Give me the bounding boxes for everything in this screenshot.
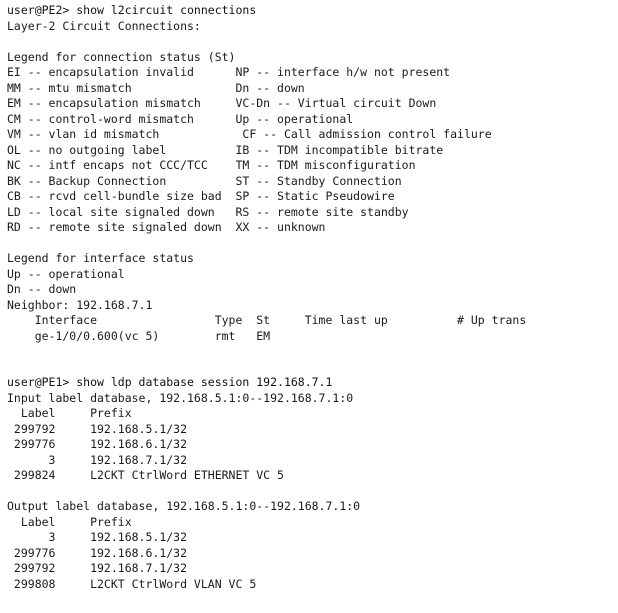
output-line: EM -- encapsulation mismatch VC-Dn -- Virtual circuit Down xyxy=(7,96,437,110)
output-line: Layer-2 Circuit Connections: xyxy=(7,18,201,33)
output-line: Legend for interface status xyxy=(7,251,194,265)
output-line: Legend for connection status (St) xyxy=(7,49,236,64)
output-line: Output label database, 192.168.5.1:0--192.168.7.1:0 xyxy=(7,499,361,513)
output-line: Dn -- down xyxy=(7,282,77,296)
output-line: Interface Type St Time last up # Up trans xyxy=(7,313,527,327)
blank-line xyxy=(7,344,615,360)
command-line: user@PE2> show l2circuit connections xyxy=(7,3,257,17)
output-line: 3 192.168.7.1/32 xyxy=(7,452,188,467)
blank-line xyxy=(7,484,615,500)
output-line: LD -- local site signaled down RS -- remote site standby xyxy=(7,204,409,219)
terminal-output xyxy=(7,3,615,609)
output-line: 299792 192.168.5.1/32 xyxy=(7,421,188,436)
output-line: MM -- mtu mismatch Dn -- down xyxy=(7,80,305,95)
command-line: user@PE1> show ldp database session 192.168.7.1 xyxy=(7,375,333,389)
output-line: RD -- remote site signaled down XX -- unknown xyxy=(7,220,326,234)
output-line: VM -- vlan id mismatch CF -- Call admission control failure xyxy=(7,127,492,141)
output-line: OL -- no outgoing label IB -- TDM incompatible bitrate xyxy=(7,142,444,157)
output-line: Neighbor: 192.168.7.1 xyxy=(7,297,153,312)
output-line: 299792 192.168.7.1/32 xyxy=(7,561,188,575)
blank-line xyxy=(7,236,615,252)
output-line: Label Prefix xyxy=(7,406,132,420)
output-line: Up -- operational xyxy=(7,266,125,281)
output-line: CB -- rcvd cell-bundle size bad SP -- Static Pseudowire xyxy=(7,189,395,203)
output-line: 299824 L2CKT CtrlWord ETHERNET VC 5 xyxy=(7,468,284,482)
output-line: ge-1/0/0.600(vc 5) rmt EM xyxy=(7,328,271,343)
output-line: NC -- intf encaps not CCC/TCC TM -- TDM misconfiguration xyxy=(7,158,416,172)
output-line: BK -- Backup Connection ST -- Standby Connection xyxy=(7,173,402,188)
output-line: CM -- control-word mismatch Up -- operational xyxy=(7,111,354,126)
blank-line xyxy=(7,34,615,50)
blank-line xyxy=(7,360,615,376)
output-line: Label Prefix xyxy=(7,514,132,529)
output-line: 299776 192.168.6.1/32 xyxy=(7,545,188,560)
output-line: 3 192.168.5.1/32 xyxy=(7,530,188,544)
output-line: 299776 192.168.6.1/32 xyxy=(7,437,188,451)
output-line: EI -- encapsulation invalid NP -- interface h/w not present xyxy=(7,65,451,79)
output-line: 299808 L2CKT CtrlWord VLAN VC 5 xyxy=(7,576,257,591)
output-line: Input label database, 192.168.5.1:0--192.168.7.1:0 xyxy=(7,390,354,405)
